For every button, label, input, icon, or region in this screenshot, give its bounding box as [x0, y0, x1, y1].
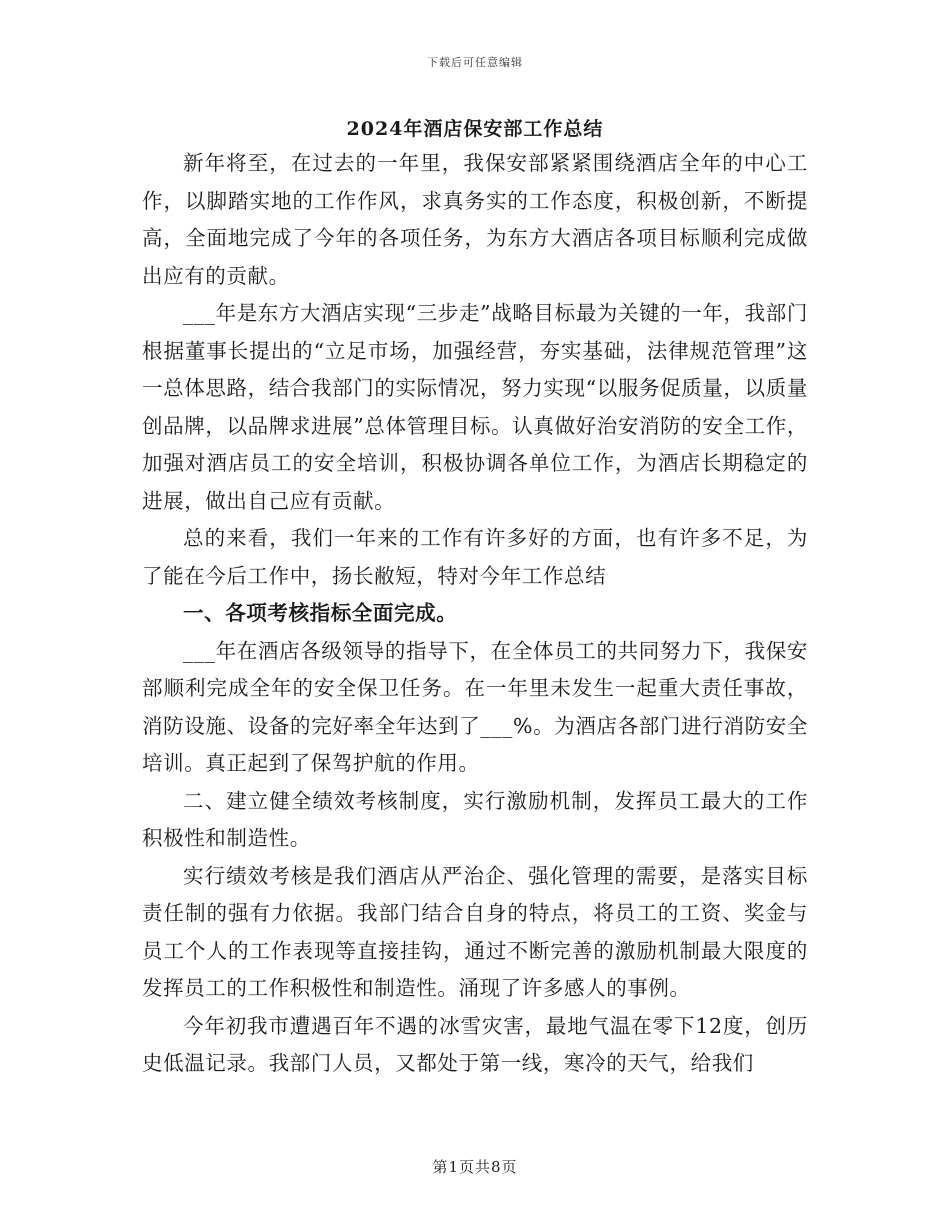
page-number: 第1页共8页: [432, 1158, 518, 1176]
paragraph: 实行绩效考核是我们酒店从严治企、强化管理的需要，是落实目标责任制的强有力依据。我部门结合自身的特点，将员工的工资、奖金与员工个人的工作表现等直接挂钩，通过不断完善的激励机制最大限度的发挥员工的工作积极性和制造性。涌现了许多感人的事例。: [142, 863, 808, 1000]
paragraph: 总的来看，我们一年来的工作有许多好的方面，也有许多不足，为了能在今后工作中，扬长敝短，特对今年工作总结: [142, 526, 808, 588]
header-note: 下载后可任意编辑: [427, 56, 523, 69]
paragraph: 新年将至，在过去的一年里，我保安部紧紧围绕酒店全年的中心工作，以脚踏实地的工作作风，求真务实的工作态度，积极创新，不断提高，全面地完成了今年的各项任务，为东方大酒店各项目标顺利完成做出应有的贡献。: [142, 151, 808, 288]
document-title: 2024年酒店保安部工作总结: [346, 118, 604, 140]
paragraph: 今年初我市遭遇百年不遇的冰雪灾害，最地气温在零下12度，创历史低温记录。我部门人员，又都处于第一线，寒冷的天气，给我们: [142, 1013, 808, 1075]
paragraph: ___年在酒店各级领导的指导下，在全体员工的共同努力下，我保安部顺利完成全年的安全保卫任务。在一年里未发生一起重大责任事故，消防设施、设备的完好率全年达到了___%。为酒店各部门进行消防安全培训。真正起到了保驾护航的作用。: [142, 638, 808, 775]
paragraph: ___年是东方大酒店实现“三步走”战略目标最为关键的一年，我部门根据董事长提出的“立足市场，加强经营，夯实基础，法律规范管理”这一总体思路，结合我部门的实际情况，努力实现“以服务促质量，以质量创品牌，以品牌求进展”总体管理目标。认真做好治安消防的安全工作，加强对酒店员工的安全培训，积极协调各单位工作，为酒店长期稳定的进展，做出自己应有贡献。: [142, 301, 808, 513]
document-body: [142, 145, 808, 1083]
section-heading: 一、各项考核指标全面完成。: [183, 601, 458, 625]
paragraph: 二、建立健全绩效考核制度，实行激励机制，发挥员工最大的工作积极性和制造性。: [142, 788, 808, 850]
